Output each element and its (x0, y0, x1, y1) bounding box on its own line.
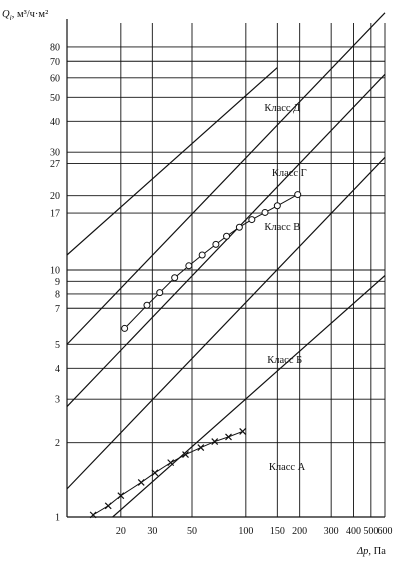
data-point-circle (224, 233, 230, 239)
data-point-circle (236, 224, 242, 230)
data-point-circle (295, 192, 301, 198)
x-tick-label: 20 (115, 526, 126, 537)
y-tick-label: 10 (50, 265, 60, 277)
x-tick-label: 500 (363, 526, 379, 537)
y-tick-label: 9 (55, 276, 60, 288)
data-point-cross (168, 460, 174, 466)
class-boundary-line (67, 13, 385, 345)
y-tick-label: 80 (50, 42, 60, 54)
y-tick-label: 3 (55, 394, 60, 406)
y-tick-label: 7 (55, 303, 60, 315)
data-point-circle (122, 325, 128, 331)
data-point-circle (157, 290, 163, 296)
x-tick-label: 600 (377, 526, 393, 537)
y-tick-label: 60 (50, 73, 60, 85)
series-line (93, 431, 243, 514)
class-label: Класс А (268, 461, 306, 473)
data-point-circle (199, 252, 205, 258)
data-point-circle (172, 275, 178, 281)
data-point-circle (144, 302, 150, 308)
y-tick-label: 1 (55, 512, 60, 524)
class-label: Класс Д (264, 103, 301, 115)
x-tick-label: 200 (292, 526, 308, 537)
y-axis-label: $Q_i$, м³/ч·м² (2, 9, 49, 22)
x-tick-label: 100 (238, 526, 254, 537)
grid (67, 19, 385, 517)
data-point-cross (226, 434, 232, 440)
data-point-cross (240, 428, 246, 434)
data-point-cross (105, 503, 111, 509)
y-tick-label: 27 (50, 158, 60, 170)
data-point-circle (249, 217, 255, 223)
x-tick-label: 30 (147, 526, 158, 537)
class-labels (264, 103, 306, 473)
x-tick-label: 150 (269, 526, 285, 537)
data-point-cross (138, 479, 144, 485)
class-label: Класс В (264, 222, 301, 234)
class-label: Класс Г (271, 168, 307, 180)
class-boundary-line (113, 276, 385, 517)
y-tick-label: 2 (55, 438, 60, 450)
y-tick-label: 4 (55, 363, 60, 375)
tick-labels (50, 42, 393, 537)
y-tick-label: 17 (50, 208, 60, 220)
x-axis-label: Δp, Па (357, 546, 386, 557)
y-tick-label: 30 (50, 147, 60, 159)
y-tick-label: 50 (50, 92, 60, 104)
y-tick-label: 20 (50, 191, 60, 203)
data-point-cross (212, 439, 218, 445)
y-tick-label: 5 (55, 339, 60, 351)
class-boundary-line (67, 74, 385, 406)
y-tick-label: 40 (50, 116, 60, 128)
data-point-circle (186, 263, 192, 269)
data-point-circle (213, 241, 219, 247)
class-label: Класс Б (267, 355, 303, 367)
boundary-lines (67, 13, 385, 517)
x-tick-label: 400 (346, 526, 362, 537)
data-point-circle (262, 209, 268, 215)
data-point-circle (274, 203, 280, 209)
x-tick-label: 50 (187, 526, 198, 537)
y-tick-label: 8 (55, 289, 60, 301)
x-tick-label: 300 (323, 526, 339, 537)
y-tick-label: 70 (50, 56, 60, 68)
data-point-cross (198, 445, 204, 451)
